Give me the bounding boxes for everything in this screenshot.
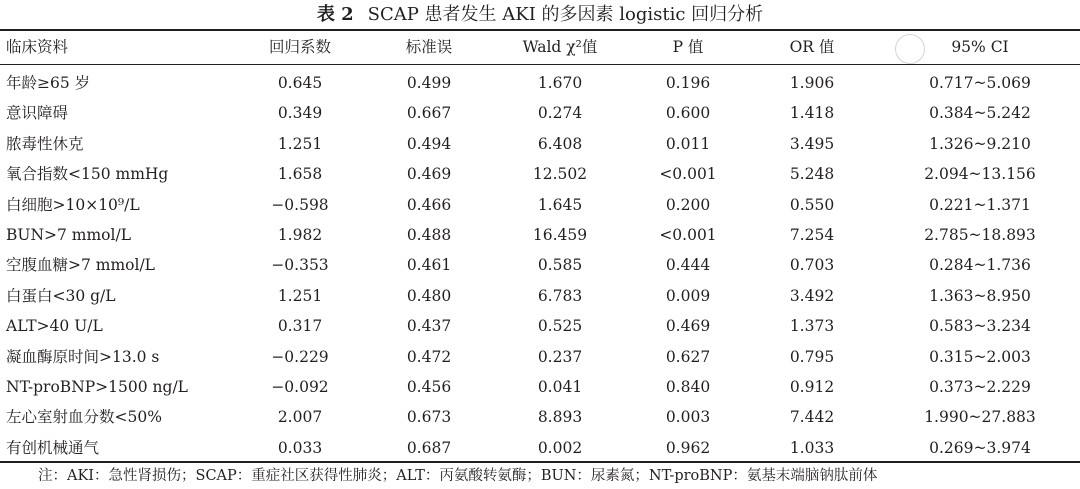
table-note: 注：AKI：急性肾损伤；SCAP：重症社区获得性肺炎；ALT：丙氨酸转氨酶；BUN：尿素氮；NT-proBNP：氨基末端脑钠肽前体 — [38, 468, 878, 484]
table-row — [0, 220, 1080, 250]
cell-factor: 左心室射血分数<50% — [6, 408, 162, 427]
cell-odds-ratio: 7.254 — [789, 226, 835, 244]
cell-coefficient: 0.349 — [277, 104, 323, 123]
cell-wald: 6.408 — [537, 134, 583, 153]
cell-ci: 0.583~3.234 — [929, 317, 1031, 336]
cell-ci: 0.315~2.003 — [929, 347, 1031, 366]
header-wald: Wald χ²值 — [522, 38, 598, 56]
table-row — [0, 281, 1080, 311]
table-row — [0, 98, 1080, 128]
header-coefficient: 回归系数 — [268, 38, 331, 56]
table-row — [0, 129, 1080, 159]
cell-ci: 1.326~9.210 — [929, 134, 1031, 153]
cell-p-value: 0.196 — [665, 74, 711, 92]
cell-wald: 0.041 — [537, 378, 583, 396]
cell-ci: 0.221~1.371 — [929, 195, 1031, 214]
cell-std-error: 0.461 — [406, 256, 452, 275]
cell-wald: 0.274 — [537, 104, 583, 123]
cell-factor: 白蛋白<30 g/L — [6, 286, 116, 305]
cell-factor: 意识障碍 — [6, 104, 69, 123]
table-row — [0, 402, 1080, 432]
cell-factor: 有创机械通气 — [6, 438, 100, 457]
cell-std-error: 0.480 — [406, 286, 452, 305]
cell-std-error: 0.488 — [406, 226, 452, 244]
cell-wald: 1.645 — [537, 195, 583, 214]
cell-factor: 年龄≥65 岁 — [6, 74, 91, 92]
cell-ci: 1.990~27.883 — [924, 408, 1036, 427]
header-std-error: 标准误 — [405, 38, 453, 56]
cell-ci: 0.717~5.069 — [929, 74, 1031, 92]
cell-odds-ratio: 3.492 — [789, 286, 835, 305]
cell-odds-ratio: 0.703 — [789, 256, 835, 275]
table-caption: SCAP 患者发生 AKI 的多因素 logistic 回归分析 — [367, 4, 764, 25]
cell-coefficient: 2.007 — [277, 408, 323, 427]
bottom-rule — [0, 461, 1080, 463]
cell-wald: 6.783 — [537, 286, 583, 305]
table-number: 表 2 — [316, 4, 354, 25]
cell-wald: 16.459 — [532, 226, 588, 244]
cell-p-value: 0.011 — [665, 134, 711, 153]
cell-ci: 2.785~18.893 — [924, 226, 1036, 244]
cell-p-value: <0.001 — [659, 226, 717, 244]
cell-wald: 0.002 — [537, 438, 583, 457]
table-row — [0, 68, 1080, 98]
cell-coefficient: −0.353 — [271, 256, 329, 275]
cell-std-error: 0.687 — [406, 438, 452, 457]
header-rule — [0, 64, 1080, 65]
cell-odds-ratio: 0.795 — [789, 347, 835, 366]
watermark-logo — [895, 32, 1045, 64]
cell-ci: 2.094~13.156 — [924, 165, 1036, 184]
cell-coefficient: 1.251 — [277, 134, 323, 153]
cell-std-error: 0.469 — [406, 165, 452, 184]
cell-ci: 0.284~1.736 — [929, 256, 1031, 275]
table-row — [0, 433, 1080, 463]
cell-coefficient: −0.598 — [271, 195, 329, 214]
cell-odds-ratio: 3.495 — [789, 134, 835, 153]
cell-odds-ratio: 1.373 — [789, 317, 835, 336]
cell-odds-ratio: 1.033 — [789, 438, 835, 457]
cell-std-error: 0.456 — [406, 378, 452, 396]
cell-odds-ratio: 7.442 — [789, 408, 835, 427]
cell-ci: 0.384~5.242 — [929, 104, 1031, 123]
cell-factor: 白细胞>10×10⁹/L — [6, 195, 140, 214]
header-p: P 值 — [672, 38, 704, 56]
cell-ci: 0.269~3.974 — [929, 438, 1031, 457]
cell-wald: 1.670 — [537, 74, 583, 92]
cell-coefficient: 0.645 — [277, 74, 323, 92]
cell-wald: 0.525 — [537, 317, 583, 336]
cell-p-value: 0.962 — [665, 438, 711, 457]
cell-p-value: 0.600 — [665, 104, 711, 123]
cell-factor: 空腹血糖>7 mmol/L — [6, 256, 155, 275]
seal-icon — [895, 34, 925, 64]
cell-factor: NT-proBNP>1500 ng/L — [6, 378, 188, 396]
table-row — [0, 250, 1080, 280]
cell-std-error: 0.673 — [406, 408, 452, 427]
cell-coefficient: 1.658 — [277, 165, 323, 184]
cell-coefficient: −0.092 — [271, 378, 329, 396]
cell-wald: 0.585 — [537, 256, 583, 275]
cell-odds-ratio: 0.912 — [789, 378, 835, 396]
cell-ci: 1.363~8.950 — [929, 286, 1031, 305]
cell-wald: 12.502 — [532, 165, 588, 184]
cell-factor: 脓毒性休克 — [6, 134, 84, 153]
cell-std-error: 0.466 — [406, 195, 452, 214]
cell-odds-ratio: 5.248 — [789, 165, 835, 184]
cell-factor: ALT>40 U/L — [6, 317, 103, 336]
cell-p-value: 0.469 — [665, 317, 711, 336]
cell-odds-ratio: 1.906 — [789, 74, 835, 92]
cell-p-value: 0.200 — [665, 195, 711, 214]
cell-factor: BUN>7 mmol/L — [6, 226, 131, 244]
header-or: OR 值 — [789, 38, 835, 56]
cell-odds-ratio: 0.550 — [789, 195, 835, 214]
cell-factor: 氧合指数<150 mmHg — [6, 165, 169, 184]
cell-coefficient: −0.229 — [271, 347, 329, 366]
cell-p-value: <0.001 — [659, 165, 717, 184]
table-row — [0, 342, 1080, 372]
header-ci: 95% CI — [951, 38, 1009, 56]
cell-p-value: 0.627 — [665, 347, 711, 366]
table-row — [0, 311, 1080, 341]
table-row — [0, 159, 1080, 189]
cell-coefficient: 1.982 — [277, 226, 323, 244]
cell-wald: 8.893 — [537, 408, 583, 427]
cell-coefficient: 0.033 — [277, 438, 323, 457]
cell-std-error: 0.437 — [406, 317, 452, 336]
cell-std-error: 0.667 — [406, 104, 452, 123]
table-title — [0, 4, 1080, 26]
cell-coefficient: 0.317 — [277, 317, 323, 336]
cell-coefficient: 1.251 — [277, 286, 323, 305]
table-row — [0, 372, 1080, 402]
header-factor: 临床资料 — [6, 38, 69, 56]
cell-odds-ratio: 1.418 — [789, 104, 835, 123]
cell-factor: 凝血酶原时间>13.0 s — [6, 347, 160, 366]
top-rule — [0, 29, 1080, 31]
cell-std-error: 0.499 — [406, 74, 452, 92]
cell-std-error: 0.472 — [406, 347, 452, 366]
cell-p-value: 0.009 — [665, 286, 711, 305]
cell-std-error: 0.494 — [406, 134, 452, 153]
cell-p-value: 0.444 — [665, 256, 711, 275]
cell-wald: 0.237 — [537, 347, 583, 366]
cell-ci: 0.373~2.229 — [929, 378, 1031, 396]
cell-p-value: 0.003 — [665, 408, 711, 427]
cell-p-value: 0.840 — [665, 378, 711, 396]
table-row — [0, 190, 1080, 220]
